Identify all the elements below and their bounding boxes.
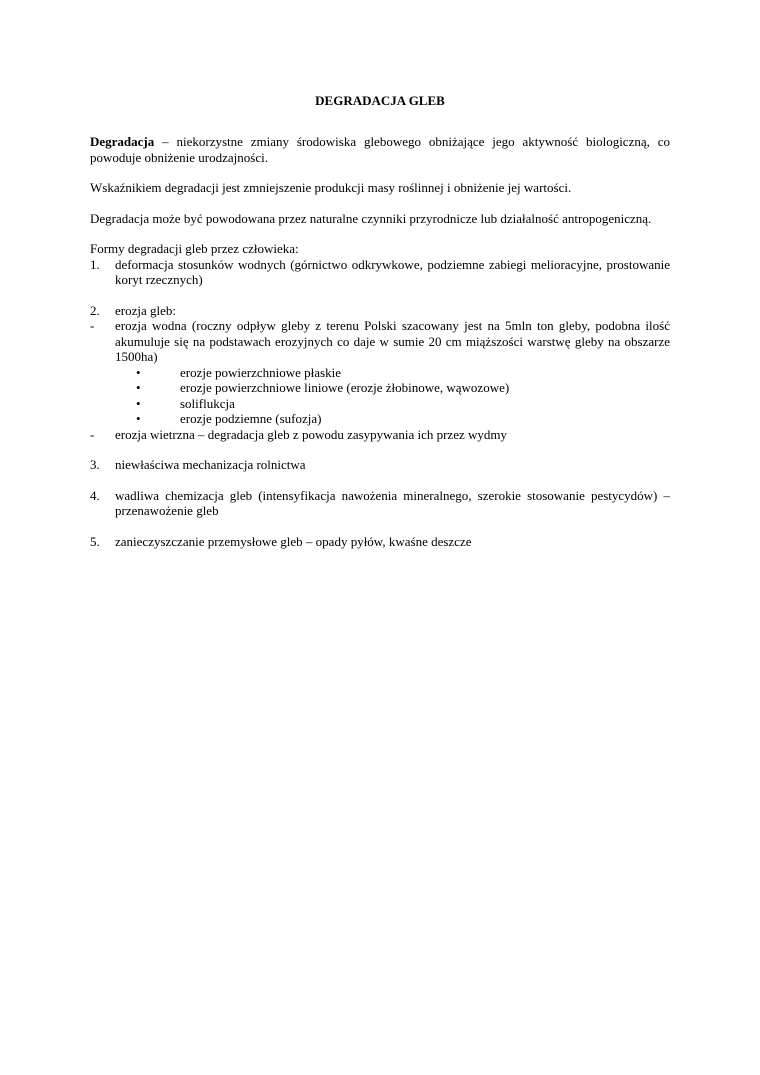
water-erosion-item (90, 318, 670, 365)
list-item-4 (90, 488, 670, 519)
indicator-paragraph: Wskaźnikiem degradacji jest zmniejszenie produkcji masy roślinnej i obniżenie jej wartości. (90, 180, 572, 195)
document-body (90, 134, 670, 549)
water-erosion-text: erozja wodna (roczny odpływ gleby z terenu Polski szacowany jest na 5mln ton gleby, podobna ilość akumuluje się na podstawach erozyjnych co daje w sumie 20 cm miąższości warstwę gleby na obszarze 1500ha) (115, 318, 670, 364)
list-item-text: erozja gleb: (115, 302, 176, 318)
list-item: • erozje podziemne (sufozja) (136, 411, 322, 426)
list-item-text: wadliwa chemizacja gleb (intensyfikacja nawożenia mineralnego, szerokie stosowanie pestycydów) – przenawożenie gleb (115, 487, 670, 518)
wind-erosion-item (90, 427, 670, 443)
list-item-text: zanieczyszczanie przemysłowe gleb – opady pyłów, kwaśne deszcze (115, 533, 472, 549)
list-item-1 (90, 257, 670, 288)
list-number: 3. (90, 457, 100, 472)
list-item-text: niewłaściwa mechanizacja rolnictwa (115, 457, 306, 472)
forms-heading: Formy degradacji gleb przez człowieka: (90, 241, 299, 256)
dash-marker: - (90, 318, 95, 333)
list-number: 2. (90, 302, 100, 318)
causes-paragraph: Degradacja może być powodowana przez naturalne czynniki przyrodnicze lub działalność antropogeniczną. (90, 210, 652, 226)
list-number: 1. (90, 256, 100, 272)
document-title: DEGRADACJA GLEB (315, 93, 445, 108)
bullet-icon: • (136, 395, 141, 411)
list-item-5 (90, 534, 670, 550)
bullet-icon: • (136, 380, 141, 395)
list-item: • erozje powierzchniowe płaskie (136, 364, 341, 380)
definition-text: – niekorzystne zmiany środowiska glebowego obniżające jego aktywność biologiczną, co powoduje obniżenie urodzajności. (90, 134, 670, 165)
list-item: • erozje powierzchniowe liniowe (erozje żłobinowe, wąwozowe) (136, 380, 510, 395)
list-item-2 (90, 303, 670, 319)
list-item-text: deformacja stosunków wodnych (górnictwo odkrywkowe, podziemne zabiegi melioracyjne, prostowanie koryt rzecznych) (115, 256, 670, 287)
list-item: • soliflukcja (136, 395, 235, 411)
wind-erosion-text: erozja wietrzna – degradacja gleb z powodu zasypywania ich przez wydmy (115, 426, 507, 442)
list-number: 4. (90, 487, 100, 503)
definition-paragraph (90, 134, 670, 165)
list-item-3 (90, 457, 670, 473)
definition-term: Degradacja (90, 134, 155, 149)
dash-marker: - (90, 426, 95, 442)
erosion-types-list (90, 365, 670, 427)
bullet-icon: • (136, 364, 141, 380)
bullet-icon: • (136, 411, 141, 426)
list-number: 5. (90, 533, 100, 549)
